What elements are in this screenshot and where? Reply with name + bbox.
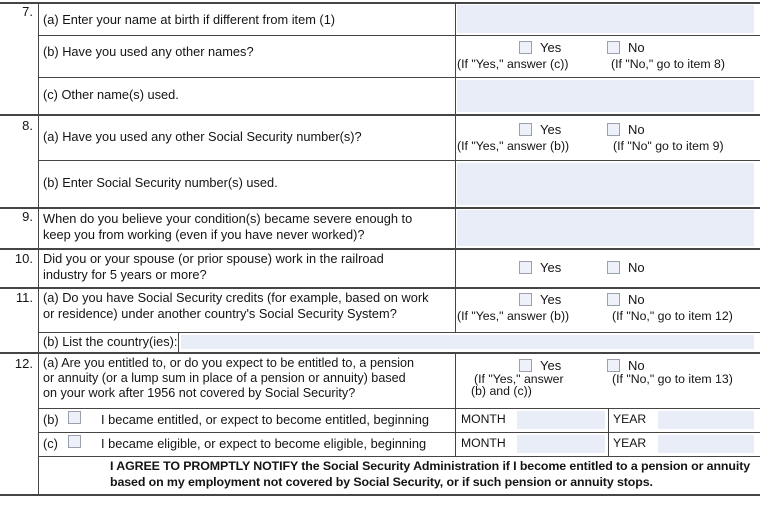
item12a-no-checkbox[interactable] [607, 359, 620, 372]
grid-line-7a-7b [38, 35, 760, 36]
item7b-no-note: (If "No," go to item 8) [611, 57, 725, 71]
item7b-yes-checkbox[interactable] [519, 41, 532, 54]
item7b-no-option [607, 40, 645, 55]
grid-line-bottom [0, 494, 760, 496]
item8a-no-checkbox[interactable] [607, 123, 620, 136]
agreement-statement-line1: I AGREE TO PROMPTLY NOTIFY the Social Security Administration if I become entitled to a pension or annuity [110, 459, 751, 473]
item11a-label [43, 290, 429, 322]
item8a-no-option [607, 122, 645, 137]
grid-line-12a-12b [38, 408, 760, 409]
item11a-no-label: No [628, 292, 645, 307]
grid-line-11-12 [0, 352, 760, 354]
item10-no-label: No [628, 260, 645, 275]
item12c-label: I became eligible, or expect to become eligible, beginning [101, 436, 427, 451]
item7b-no-label: No [628, 40, 645, 55]
input-field-9-condition-date[interactable] [457, 210, 754, 246]
item10-label [43, 251, 384, 283]
item7a-label: (a) Enter your name at birth if different from item (1) [43, 12, 336, 27]
item7b-label: (b) Have you used any other names? [43, 44, 254, 59]
item12a-yes-checkbox[interactable] [519, 359, 532, 372]
item7b-yes-option [519, 40, 561, 55]
item8a-label: (a) Have you used any other Social Security number(s)? [43, 129, 362, 144]
item12a-no-option [607, 358, 645, 373]
input-field-12c-year[interactable] [658, 435, 754, 453]
item12c-month-label: MONTH [461, 436, 506, 450]
item11a-yes-note: (If "Yes," answer (b)) [457, 309, 570, 323]
grid-line-8a-8b [38, 160, 760, 161]
item8a-yes-checkbox[interactable] [519, 123, 532, 136]
item8b-label: (b) Enter Social Security number(s) used. [43, 175, 278, 190]
item12b-label: I became entitled, or expect to become entitled, beginning [101, 412, 429, 427]
item7c-label: (c) Other name(s) used. [43, 87, 179, 102]
grid-line-11a-11b [38, 332, 760, 333]
grid-line-7b-7c [38, 77, 760, 78]
item11a-yes-option [519, 292, 561, 307]
grid-line-12b-12c [38, 432, 760, 433]
item7b-yes-note: (If "Yes," answer (c)) [457, 57, 569, 71]
item12a-label [43, 356, 414, 401]
item12b-year-label: YEAR [613, 412, 647, 426]
item10-yes-checkbox[interactable] [519, 261, 532, 274]
item12a-label-line1: (a) Are you entitled to, or do you expect to be entitled to, a pension [43, 356, 415, 370]
item10-label-line2: industry for 5 years or more? [43, 267, 207, 282]
item7-number: 7. [22, 4, 33, 19]
item11b-label: (b) List the country(ies): [43, 334, 178, 349]
item12a-yes-note-line1: (If "Yes," answer [474, 372, 564, 386]
input-field-11b-countries[interactable] [181, 335, 754, 349]
item9-label-line1: When do you believe your condition(s) became severe enough to [43, 211, 413, 226]
item11a-label-line2: or residence) under another country's Social Security System? [43, 306, 397, 321]
item12-number: 12. [14, 356, 33, 371]
item12b-prefix: (b) [43, 412, 59, 427]
item9-number: 9. [22, 209, 33, 224]
item10-no-checkbox[interactable] [607, 261, 620, 274]
item10-yes-label: Yes [540, 260, 562, 275]
item12a-no-label: No [628, 358, 645, 373]
item11a-yes-label: Yes [540, 292, 562, 307]
input-field-12b-month[interactable] [517, 411, 605, 429]
input-field-7c-other-names[interactable] [457, 80, 754, 112]
grid-line-country-field [178, 332, 179, 352]
item8a-yes-label: Yes [540, 122, 562, 137]
grid-line-12c-agreement [38, 456, 760, 457]
item8a-no-label: No [628, 122, 645, 137]
grid-line-9-10 [0, 248, 760, 250]
item12a-label-line3: on your work after 1956 not covered by Social Security? [43, 386, 356, 400]
input-field-12c-month[interactable] [517, 435, 605, 453]
item11a-no-checkbox[interactable] [607, 293, 620, 306]
grid-line-answer-column-lower [455, 352, 456, 456]
item11a-label-line1: (a) Do you have Social Security credits (for example, based on work [43, 290, 429, 305]
item12c-checkbox[interactable] [68, 435, 81, 448]
item11a-no-option [607, 292, 645, 307]
item12c-year-label: YEAR [613, 436, 647, 450]
item9-label-line2: keep you from working (even if you have never worked)? [43, 227, 365, 242]
agreement-statement-line2: based on my employment not covered by Social Security, or if such pension or annuity stops. [110, 475, 653, 489]
item10-label-line1: Did you or your spouse (or prior spouse) work in the railroad [43, 251, 384, 266]
grid-line-answer-column-upper [455, 2, 456, 332]
item12a-yes-label: Yes [540, 358, 562, 373]
item12a-yes-note-line2: (b) and (c)) [471, 384, 532, 398]
input-field-7a-birth-name[interactable] [457, 5, 754, 33]
item12c-prefix: (c) [43, 436, 58, 451]
item8a-no-note: (If "No" go to item 9) [613, 139, 724, 153]
grid-line-7-8 [0, 114, 760, 116]
input-field-8b-ssn-used[interactable] [457, 163, 754, 205]
item8a-yes-note: (If "Yes," answer (b)) [457, 139, 570, 153]
grid-line-10-11 [0, 287, 760, 289]
input-field-12b-year[interactable] [658, 411, 754, 429]
grid-line-top [0, 2, 760, 4]
item12a-yes-option [519, 358, 561, 373]
item8a-yes-option [519, 122, 561, 137]
item8-number: 8. [22, 118, 33, 133]
item12b-checkbox[interactable] [68, 411, 81, 424]
item9-label [43, 211, 412, 243]
item7b-no-checkbox[interactable] [607, 41, 620, 54]
item11-number: 11. [15, 290, 33, 305]
item12b-month-label: MONTH [461, 412, 506, 426]
item12a-label-line2: or annuity (or a lump sum in place of a pension or annuity) based [43, 371, 406, 385]
item10-no-option [607, 260, 645, 275]
item11a-yes-checkbox[interactable] [519, 293, 532, 306]
grid-line-number-column [38, 2, 39, 494]
item12a-no-note: (If "No," go to item 13) [612, 372, 733, 386]
item7b-yes-label: Yes [540, 40, 562, 55]
item11a-no-note: (If "No," go to item 12) [612, 309, 733, 323]
grid-line-month-year [608, 408, 609, 456]
grid-line-8-9 [0, 207, 760, 209]
item10-yes-option [519, 260, 561, 275]
item10-number: 10. [14, 251, 33, 266]
